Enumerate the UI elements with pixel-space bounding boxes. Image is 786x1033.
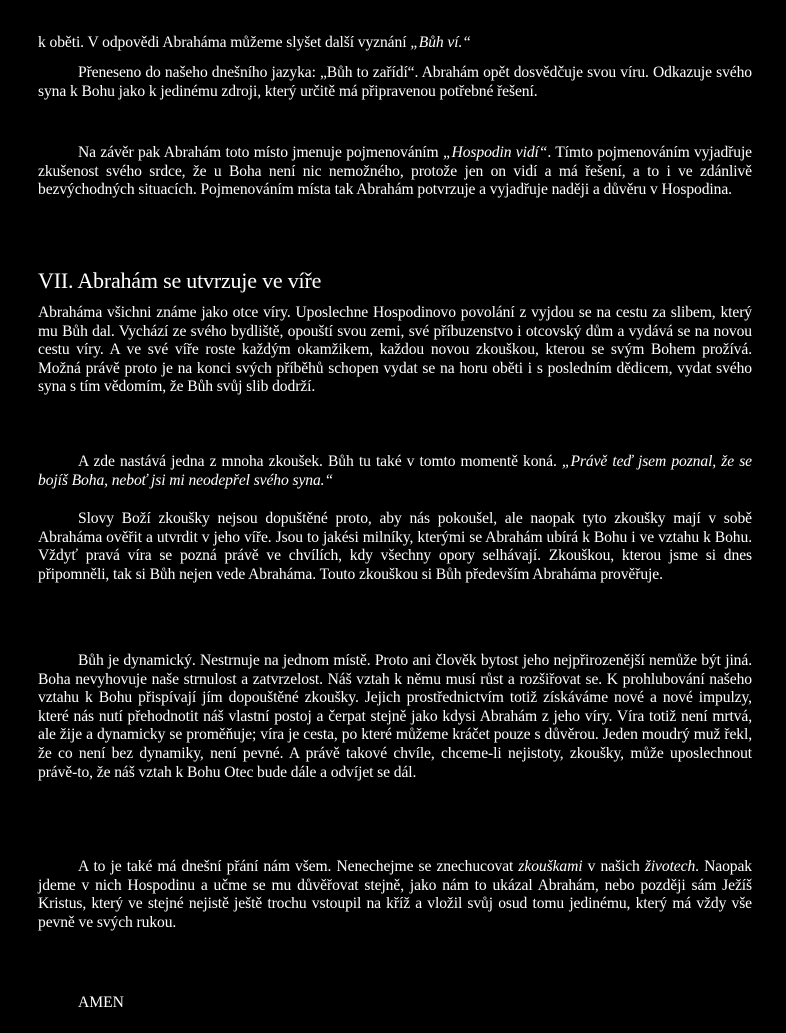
- paragraph-3: Abraháma všichni známe jako otce víry. Uposlechne Hospodinovo povolání z vyjdou se na cestu za slibem, který mu Bůh dal. Vychází ze svého bydliště, opouští svou zemi, své příbuzenstvo i otcovský dům a vydává se na novou cestu víry. A ve své víře roste každým okamžikem, každou novou zkouškou, kterou se svým Bohem prožívá. Možná právě proto je na konci svých příběhů schopen vydat se na horu oběti i s posledním dědicem, vydat svého syna s tím vědomím, že Bůh svůj slib dodrží.: [38, 304, 752, 396]
- paragraph-2-quote: „Hospodin vidí“: [442, 144, 548, 161]
- document-page: [38, 0, 752, 1033]
- paragraph-2-before: Na závěr pak Abrahám toto místo jmenuje pojmenováním: [78, 144, 443, 161]
- paragraph-7-after: . Naopak jdeme v nich Hospodinu a učme se mu důvěřovat stejně, jako nám to ukázal Abrahám, nebo později sám Ježíš Kristus, který ve stejné nejistě ještě trochu vstoupil na kříž a vložil svůj osud tomu jedinému, který má vždy vše pevně ve svých rukou.: [38, 858, 752, 931]
- paragraph-7-middle: v našich: [582, 858, 645, 875]
- top-line-text: k oběti. V odpovědi Abraháma můžeme slyšet další vyznání: [38, 34, 411, 51]
- paragraph-7-italic-2: životech: [644, 858, 696, 875]
- paragraph-7: [38, 858, 752, 932]
- paragraph-1: Přeneseno do našeho dnešního jazyka: „Bůh to zařídí“. Abrahám opět dosvědčuje svou víru. Odkazuje svého syna k Bohu jako k jedinému zdroji, který určitě má připravenou potřebné řešení.: [38, 64, 752, 100]
- paragraph-5: Slovy Boží zkoušky nejsou dopuštěné proto, aby nás pokoušel, ale naopak tyto zkoušky mají v sobě Abraháma ověřit a utvrdit v jeho víře. Jsou to jakési milníky, kterými se Abrahám ubírá k Bohu i ve vztahu k Bohu. Vždyť pravá víra se pozná právě ve chvílích, kdy všechny opory selhávají. Zkouškou, kterou jsme si dnes připomněli, tak si Bůh nejen vede Abraháma. Touto zkouškou si Bůh především Abraháma prověřuje.: [38, 510, 752, 583]
- section-heading: VII. Abrahám se utvrzuje ve víře: [38, 268, 322, 293]
- paragraph-2-after: . Tímto pojmenováním vyjadřuje zkušenost svého srdce, že u Boha není nic nemožného, protože jen on vidí a má řešení, a to i ve zdánlivě bezvýchodných situacích. Pojmenováním místa tak Abrahám potvrzuje a vyjadřuje naději a důvěru v Hospodina.: [38, 144, 752, 199]
- top-line-quote: „Bůh ví.“: [410, 34, 471, 51]
- paragraph-2: [38, 144, 752, 200]
- paragraph-6: Bůh je dynamický. Nestrnuje na jednom místě. Proto ani člověk bytost jeho nejpřirozenější nemůže být jiná. Boha nevyhovuje naše strnulost a zatvrzelost. Náš vztah k němu musí růst a rozšiřovat se. K prohlubování našeho vztahu k Bohu přispívají jím dopouštěné zkoušky. Jejich prostřednictvím totiž získáváme nové a nové impulzy, které nás nutí přehodnotit náš vlastní postoj a čerpat stejně jako kdysi Abrahám z jeho víry. Víra totiž není mrtvá, ale žije a dynamicky se proměňuje; víra je cesta, po které můžeme kráčet pouze s důvěrou. Jeden moudrý muž řekl, že co není bez dynamiky, není pevné. A právě takové chvíle, chceme-li nejistoty, zkoušky, může uposlechnout právě-to, že náš vztah k Bohu Otec bude dále a odvíjet se dál.: [38, 652, 752, 781]
- top-line: [38, 34, 752, 53]
- paragraph-4-quote: „Právě teď jsem poznal, že se bojíš Boha, neboť jsi mi neodepřel svého syna.“: [38, 453, 752, 489]
- closing-amen: AMEN: [78, 994, 124, 1011]
- paragraph-7-italic-1: zkouškami: [518, 858, 583, 875]
- paragraph-4-before: A zde nastává jedna z mnoha zkoušek. Bůh tu také v tomto momentě koná.: [78, 453, 562, 470]
- paragraph-4: [38, 453, 752, 490]
- paragraph-7-before: A to je také má dnešní přání nám všem. Nenechejme se znechucovat: [78, 858, 519, 875]
